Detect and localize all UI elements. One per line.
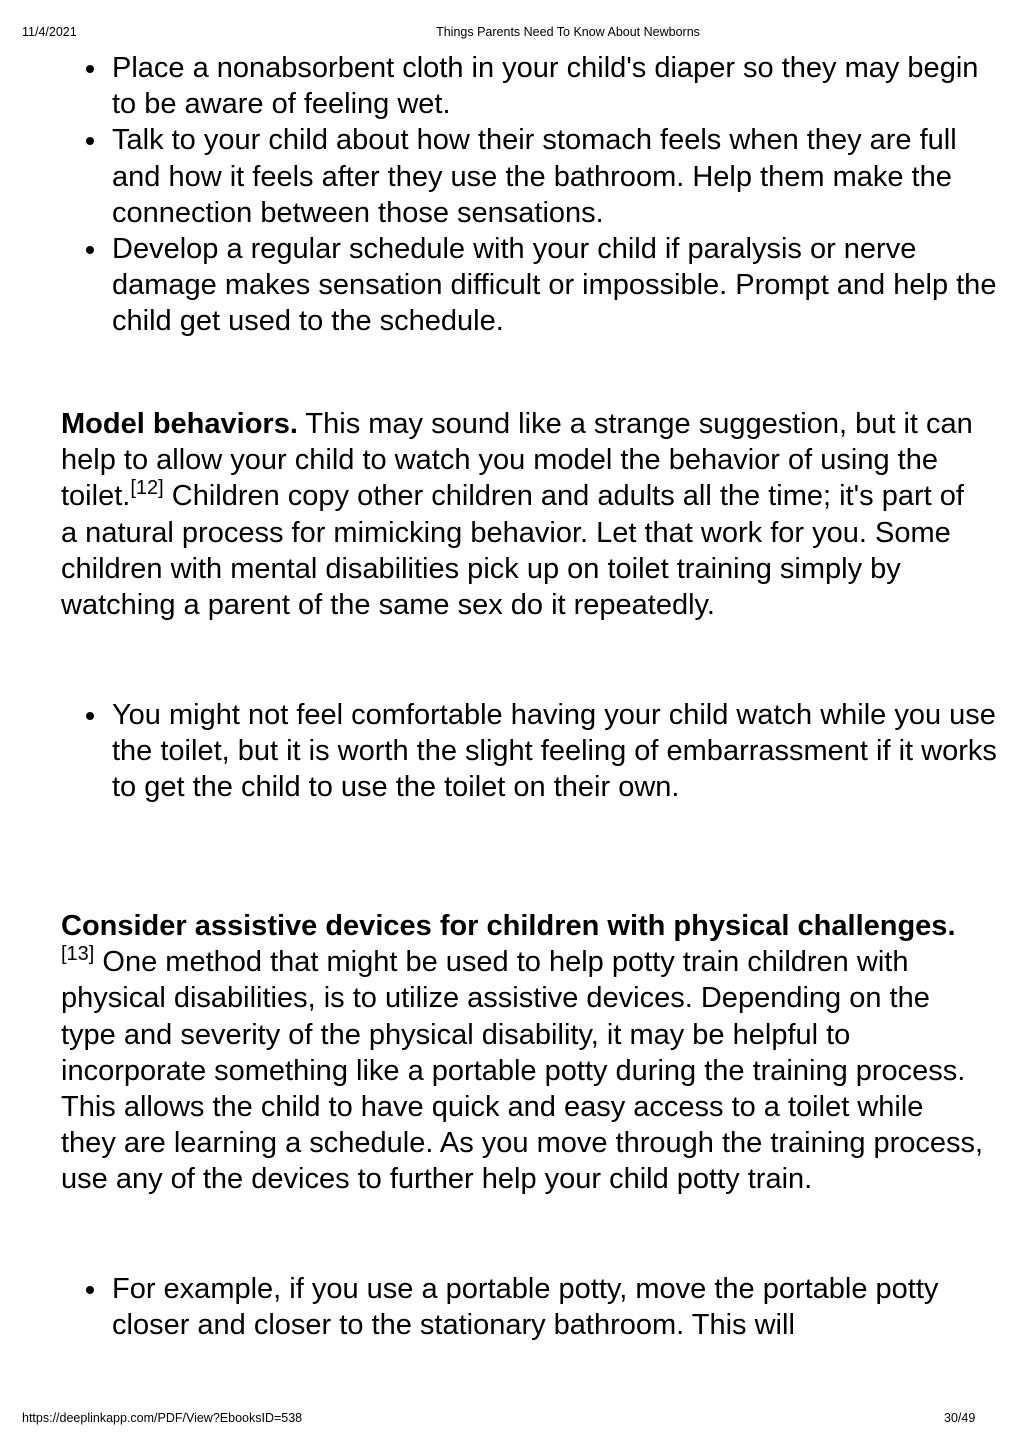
paragraph-heading: Model behaviors.: [61, 408, 298, 440]
bullet-list-sensation: [0, 50, 1010, 340]
footer-url[interactable]: https://deeplinkapp.com/PDF/View?EbooksID=538: [22, 1411, 303, 1425]
bullet-icon: [86, 65, 94, 73]
list-item-text: Develop a regular schedule with your child if paralysis or nerve damage makes sensation difficult or impossible. Prompt and help the child get used to the schedule.: [112, 233, 997, 338]
list-item: [0, 1271, 1010, 1343]
list-item-text: You might not feel comfortable having your child watch while you use the toilet, but it is worth the slight feeling of embarrassment if it works to get the child to use the toilet on their own.: [112, 699, 997, 804]
paragraph-text: One method that might be used to help potty train children with physical disabilities, is to utilize assistive devices. Depending on the type and severity of the physical disability, it may be helpful to incorporate something like a portable potty during the training process. This allows the child to have quick and easy access to a toilet while they are learning a schedule. As you move through the training process, use any of the devices to further help your child potty train.: [61, 946, 984, 1196]
bullet-icon: [86, 246, 94, 254]
reference-link[interactable]: [12]: [130, 477, 164, 500]
list-item: [0, 50, 1010, 122]
bullet-list-assistive: [0, 1271, 1010, 1343]
bullet-icon: [86, 137, 94, 145]
reference-link[interactable]: [13]: [61, 943, 95, 966]
paragraph-heading: Consider assistive devices for children with physical challenges.: [61, 910, 956, 942]
list-item-text: Talk to your child about how their stomach feels when they are full and how it feels after they use the bathroom. Help them make the connection between those sensations.: [112, 124, 957, 229]
footer-page-number: 30/49: [944, 1411, 976, 1425]
paragraph-text: Children copy other children and adults all the time; it's part of a natural process for mimicking behavior. Let that work for you. Some children with mental disabilities pick up on toilet training simply by watching a parent of the same sex do it repeatedly.: [61, 480, 964, 622]
paragraph-assistive-devices: [61, 908, 986, 1198]
list-item-text: Place a nonabsorbent cloth in your child's diaper so they may begin to be aware of feeling wet.: [112, 52, 979, 121]
list-item: [0, 697, 1010, 806]
bullet-icon: [86, 712, 94, 720]
list-item-text: For example, if you use a portable potty, move the portable potty closer and closer to the stationary bathroom. This will: [112, 1273, 939, 1342]
paragraph-model-behaviors: [61, 406, 986, 623]
header-date: 11/4/2021: [22, 25, 77, 39]
list-item: [0, 122, 1010, 231]
bullet-list-model: [0, 697, 1010, 806]
header-title: Things Parents Need To Know About Newborns: [436, 25, 700, 39]
list-item: [0, 231, 1010, 340]
paragraph-text: This may sound like a strange suggestion, but it can help to allow your child to watch you model the behavior of using the toilet.: [61, 408, 973, 513]
bullet-icon: [86, 1286, 94, 1294]
